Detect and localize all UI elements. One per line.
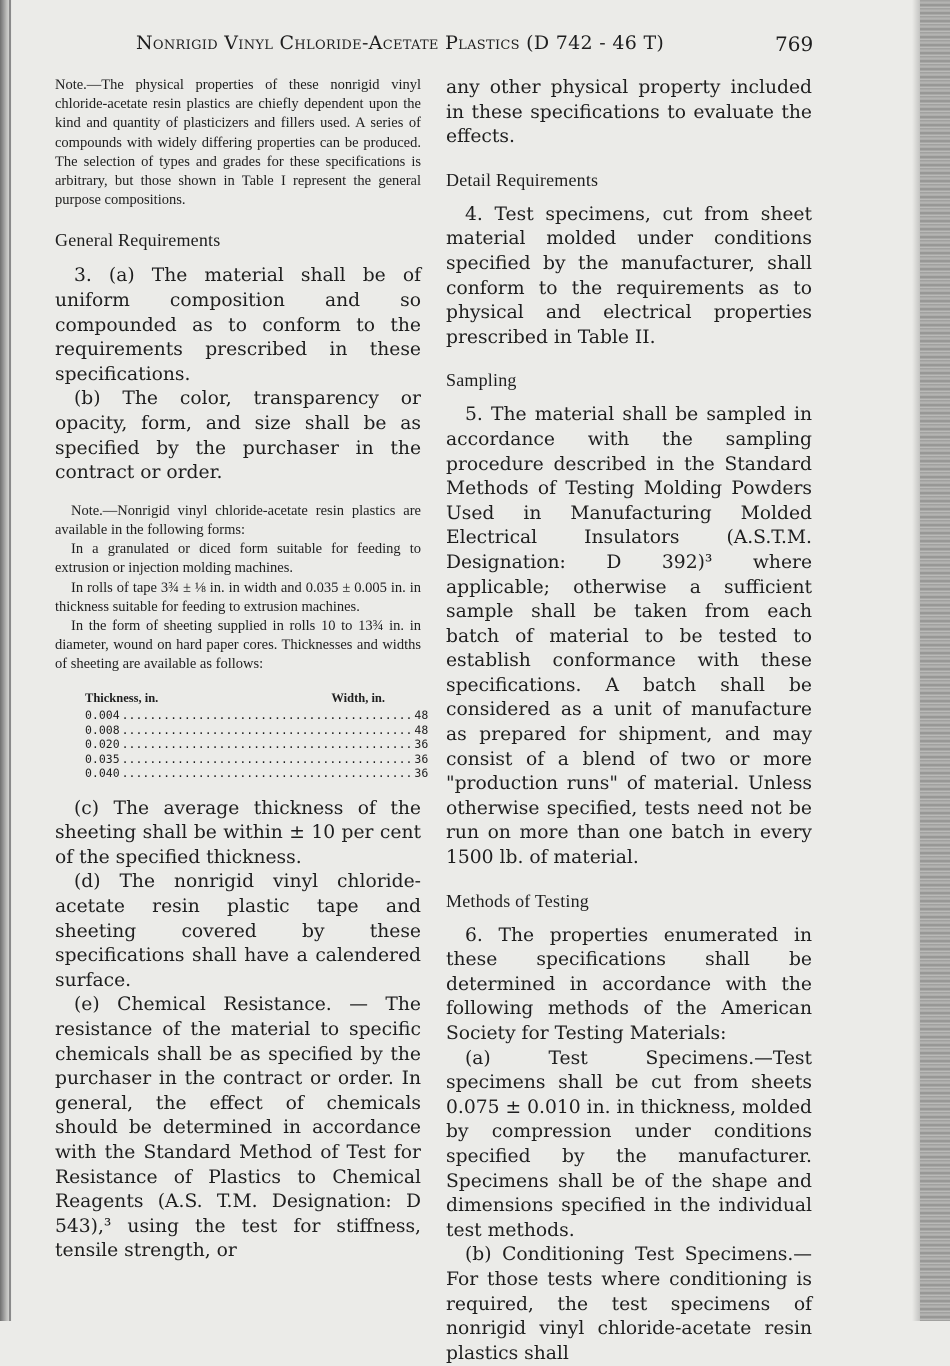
cell-width: 36 (414, 737, 429, 752)
para-3b: (b) The color, transparency or opacity, form, and size shall be as specified by the purchaser in the contract or order. (55, 388, 421, 484)
header-thickness: Thickness, in. (85, 690, 159, 705)
para-5: 5. The material shall be sampled in accordance with the sampling procedure described in the Standard Methods of Testing Molding Powders Used in Manufacturing Molded Electrical Insulators (A.S.T.M. Designation: D 392)³ where applicable; otherwise a sufficient sample shall be taken from each batch of material to be tested to establish conformance with these specifications. A batch shall be considered as a unit of manufacture as prepared for shipment, and may consist of a blend of two or more "production runs" of material. Unless otherwise specified, tests need not be run on more than one batch in every 1500 lb. of material. (446, 404, 812, 869)
cell-thickness: 0.035 (85, 751, 120, 766)
cell-thickness: 0.008 (85, 722, 120, 737)
note-physical-properties: Note.—The physical properties of these nonrigid vinyl chloride-acetate resin plastics are chiefly dependent upon the kind and quantity of plasticizers and fillers used. A series of compounds with widely differing properties can be produced. The selection of types and grades for these specifications is arbitrary, but those shown in Table I represent the general purpose compositions. (55, 77, 421, 209)
note-forms-tape: In rolls of tape 3¾ ± ⅛ in. in width and 0.035 ± 0.005 in. in thickness suitable for feeding to extrusion machines. (55, 579, 421, 615)
para-3c: (c) The average thickness of the sheeting shall be within ± 10 per cent of the specified thickness. (55, 797, 421, 868)
note-forms-granulated: In a granulated or diced form suitable for feeding to extrusion or injection molding machines. (55, 541, 421, 577)
leader-dots: .......................................... (121, 766, 413, 781)
note-forms-sheeting: In the form of sheeting supplied in rolls 10 to 13¾ in. in diameter, wound on hard paper cores. Thicknesses and widths of sheeting are available as follows: (55, 617, 421, 673)
para-6b: (b) Conditioning Test Specimens.—For those tests where conditioning is required, the test specimens of nonrigid vinyl chloride-acetate resin plastics shall (446, 1244, 812, 1364)
para-3e: (e) Chemical Resistance. — The resistance of the material to specific chemicals shall be as specified by the purchaser in the contract or order. In general, the effect of chemicals should be determined in accordance with the Standard Method of Test for Resistance of Plastics to Chemical Reagents (A.S. T.M. Designation: D 543),³ using the test for stiffness, tensile strength, or (55, 994, 421, 1262)
cell-width: 48 (414, 708, 429, 723)
heading-detail-requirements: Detail Requirements (446, 169, 599, 190)
leader-dots: .......................................... (121, 751, 413, 766)
para-6a: (a) Test Specimens.—Test specimens shall be cut from sheets 0.075 ± 0.010 in. in thickness, molded by compression under conditions specified by the manufacturer. Specimens shall be of the shape and dimensions specified in the individual test methods. (446, 1047, 812, 1241)
para-continued: any other physical property included in these specifications to evaluate the effects. (446, 77, 812, 148)
para-4: 4. Test specimens, cut from sheet material molded under conditions specified by the manufacturer, shall conform to the requirements as to physical and electrical properties prescribed in Table II. (446, 203, 812, 348)
cell-thickness: 0.040 (85, 766, 120, 781)
running-head (0, 0, 950, 70)
binding-rule (9, 0, 11, 1321)
table-row (85, 766, 429, 781)
cell-width: 48 (414, 722, 429, 737)
leader-dots: .......................................... (121, 708, 413, 723)
running-title: Nonrigid Vinyl Chloride-Acetate Plastics (D 742 - 46 T) (136, 32, 665, 54)
table-row (85, 722, 429, 738)
cell-width: 36 (414, 751, 429, 766)
leader-dots: .......................................... (121, 722, 413, 737)
cell-width: 36 (414, 766, 429, 781)
page-right-fade (912, 0, 920, 1321)
leader-dots: .......................................... (121, 737, 413, 752)
thickness-width-table (85, 690, 429, 781)
para-3d: (d) The nonrigid vinyl chloride-acetate resin plastic tape and sheeting covered by these specifications shall have a calendered surface. (55, 871, 421, 991)
cell-thickness: 0.020 (85, 737, 120, 752)
table-header (85, 691, 385, 706)
table-row (85, 708, 429, 723)
para-6: 6. The properties enumerated in these specifications shall be determined in accordance with the following methods of the American Society for Testing Materials: (446, 924, 812, 1044)
heading-sampling: Sampling (446, 370, 517, 391)
page-number: 769 (775, 32, 814, 56)
header-width: Width, in. (331, 690, 385, 705)
table-row (85, 751, 429, 767)
left-column (55, 76, 429, 1264)
table-row (85, 737, 429, 752)
page-right-edge (920, 0, 950, 1321)
para-3a: 3. (a) The material shall be of uniform composition and so compounded as to conform to the requirements prescribed in these specifications. (55, 265, 421, 385)
heading-general-requirements: General Requirements (55, 230, 221, 251)
cell-thickness: 0.004 (85, 708, 120, 723)
right-column (446, 76, 812, 1366)
heading-methods-of-testing: Methods of Testing (446, 890, 590, 911)
note-forms-lead: Note.—Nonrigid vinyl chloride-acetate resin plastics are available in the following forms: (55, 502, 421, 538)
